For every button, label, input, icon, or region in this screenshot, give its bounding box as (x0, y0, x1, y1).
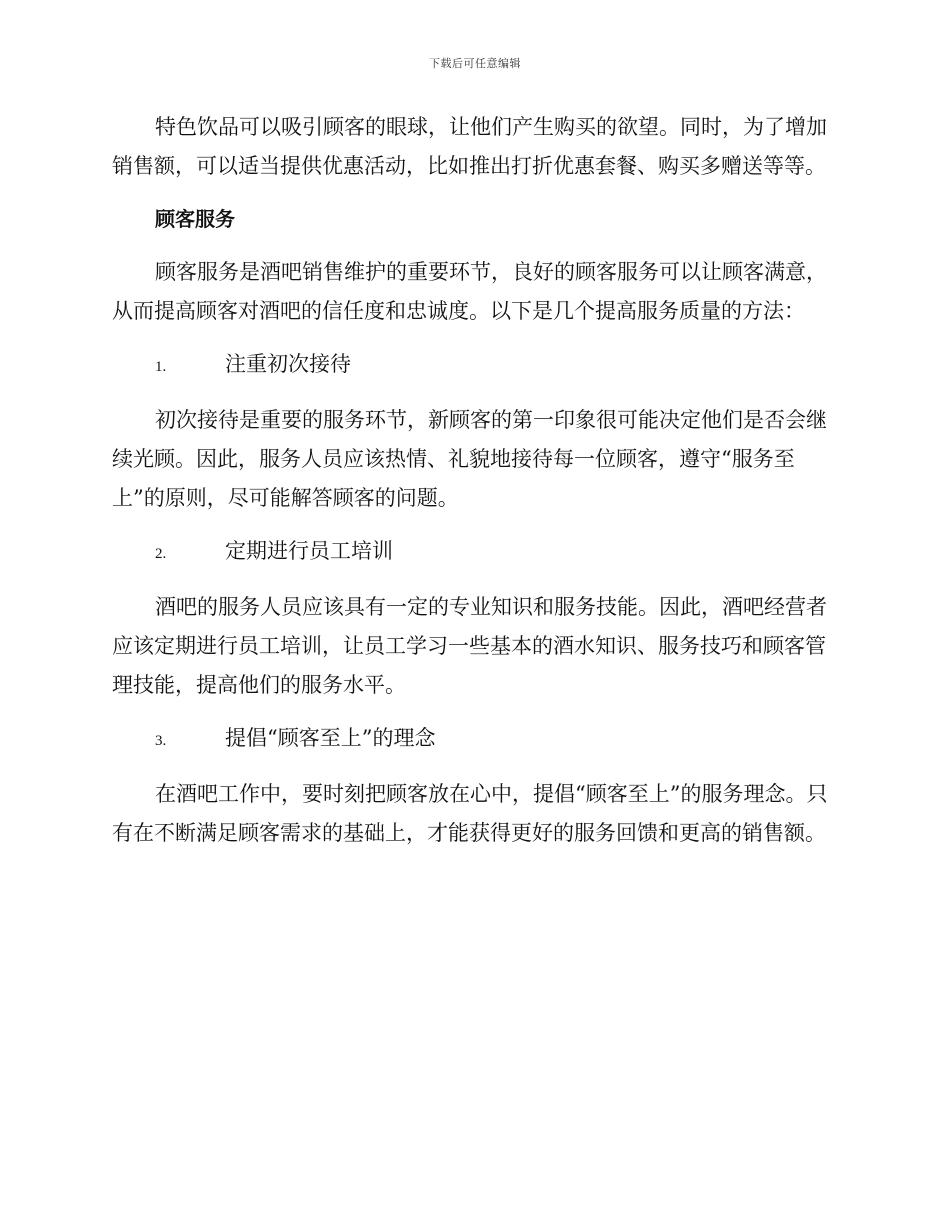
section-heading: 顾客服务 (155, 207, 235, 231)
list-number: 3. (155, 733, 167, 749)
list-title: 注重初次接待 (225, 352, 351, 376)
list-title: 定期进行员工培训 (225, 539, 393, 563)
page-header: 下载后可任意编辑 (429, 57, 521, 70)
paragraph-item-2: 酒吧的服务人员应该具有一定的专业知识和服务技能。因此，酒吧经营者应该定期进行员工培训，让员工学习一些基本的酒水知识、服务技巧和顾客管理技能，提高他们的服务水平。 (112, 595, 827, 697)
paragraph-item-1: 初次接待是重要的服务环节，新顾客的第一印象很可能决定他们是否会继续光顾。因此，服务人员应该热情、礼貌地接待每一位顾客，遵守“服务至上”的原则，尽可能解答顾客的问题。 (112, 408, 827, 510)
list-item-1 (112, 345, 832, 387)
list-item-3 (112, 719, 832, 761)
list-number: 2. (155, 546, 167, 562)
paragraph-item-3: 在酒吧工作中，要时刻把顾客放在心中，提倡“顾客至上”的服务理念。只有在不断满足顾客需求的基础上，才能获得更好的服务回馈和更高的销售额。 (112, 782, 828, 845)
paragraph-intro: 特色饮品可以吸引顾客的眼球，让他们产生购买的欲望。同时，为了增加销售额，可以适当提供优惠活动，比如推出打折优惠套餐、购买多赠送等等。 (112, 115, 827, 178)
paragraph-service-overview: 顾客服务是酒吧销售维护的重要环节，良好的顾客服务可以让顾客满意，从而提高顾客对酒吧的信任度和忠诚度。以下是几个提高服务质量的方法： (112, 260, 827, 323)
list-title: 提倡“顾客至上”的理念 (225, 726, 436, 750)
document-body (112, 108, 832, 867)
list-number: 1. (155, 359, 167, 375)
list-item-2 (112, 532, 832, 574)
